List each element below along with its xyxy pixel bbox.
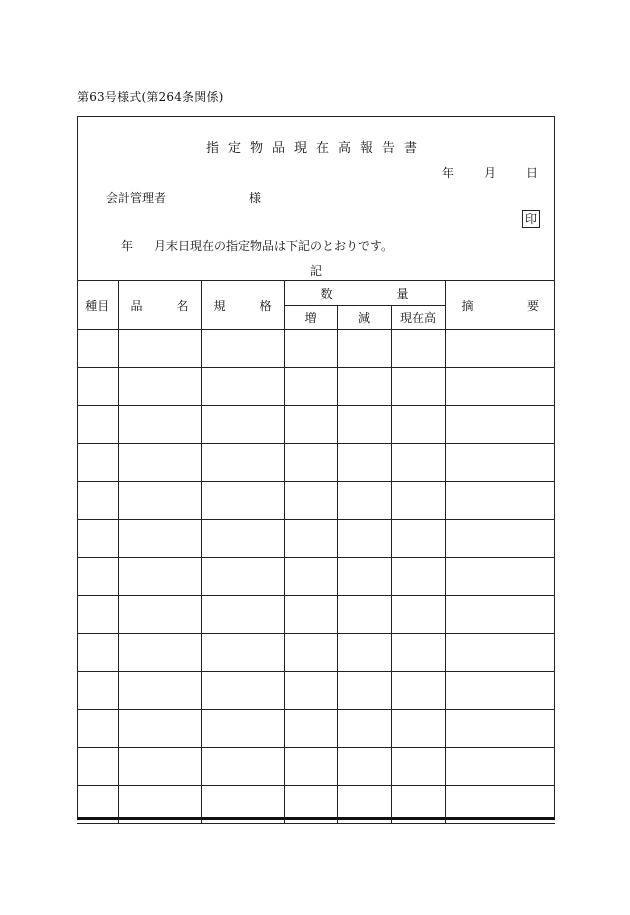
table-cell[interactable] <box>77 482 118 520</box>
header-spec: 規 格 <box>201 281 284 330</box>
table-row <box>77 786 555 824</box>
table-cell[interactable] <box>337 406 391 444</box>
table-cell[interactable] <box>391 406 445 444</box>
table-cell[interactable] <box>391 520 445 558</box>
ki-heading: 記 <box>309 264 322 278</box>
table-cell[interactable] <box>391 368 445 406</box>
table-cell[interactable] <box>445 710 555 748</box>
table-cell[interactable] <box>118 406 201 444</box>
table-cell[interactable] <box>284 710 337 748</box>
table-cell[interactable] <box>445 786 555 824</box>
table-cell[interactable] <box>337 634 391 672</box>
table-cell[interactable] <box>445 330 555 368</box>
table-cell[interactable] <box>391 786 445 824</box>
table-cell[interactable] <box>284 368 337 406</box>
header-increase: 増 <box>284 306 337 330</box>
table-row <box>77 710 555 748</box>
table-cell[interactable] <box>391 710 445 748</box>
report-form <box>77 116 555 820</box>
table-cell[interactable] <box>284 558 337 596</box>
table-cell[interactable] <box>77 710 118 748</box>
table-cell[interactable] <box>118 368 201 406</box>
table-cell[interactable] <box>118 520 201 558</box>
table-cell[interactable] <box>77 596 118 634</box>
date-line <box>412 164 538 181</box>
table-cell[interactable] <box>445 406 555 444</box>
table-cell[interactable] <box>445 444 555 482</box>
table-cell[interactable] <box>77 520 118 558</box>
table-cell[interactable] <box>201 748 284 786</box>
table-cell[interactable] <box>118 558 201 596</box>
date-year-label: 年 <box>441 166 454 180</box>
table-cell[interactable] <box>77 444 118 482</box>
table-row <box>77 596 555 634</box>
header-remarks: 摘 要 <box>445 281 555 330</box>
table-cell[interactable] <box>391 330 445 368</box>
table-cell[interactable] <box>77 634 118 672</box>
table-cell[interactable] <box>337 710 391 748</box>
table-cell[interactable] <box>284 482 337 520</box>
table-cell[interactable] <box>118 710 201 748</box>
table-cell[interactable] <box>391 482 445 520</box>
table-cell[interactable] <box>391 748 445 786</box>
table-cell[interactable] <box>118 672 201 710</box>
table-cell[interactable] <box>445 520 555 558</box>
table-cell[interactable] <box>337 368 391 406</box>
table-cell[interactable] <box>391 672 445 710</box>
table-row <box>77 482 555 520</box>
table-cell[interactable] <box>337 482 391 520</box>
header-quantity: 数 量 <box>284 281 445 306</box>
table-cell[interactable] <box>445 672 555 710</box>
table-cell[interactable] <box>337 444 391 482</box>
table-cell[interactable] <box>77 672 118 710</box>
table-cell[interactable] <box>77 558 118 596</box>
table-row <box>77 748 555 786</box>
table-cell[interactable] <box>77 330 118 368</box>
table-cell[interactable] <box>337 596 391 634</box>
honorific: 様 <box>249 191 262 205</box>
table-cell[interactable] <box>201 330 284 368</box>
table-cell[interactable] <box>201 558 284 596</box>
table-cell[interactable] <box>337 558 391 596</box>
header-type: 種目 <box>77 281 118 330</box>
table-cell[interactable] <box>118 444 201 482</box>
table-cell[interactable] <box>337 672 391 710</box>
table-cell[interactable] <box>391 634 445 672</box>
table-row <box>77 444 555 482</box>
table-cell[interactable] <box>201 672 284 710</box>
date-day-label: 日 <box>525 166 538 180</box>
table-cell[interactable] <box>77 368 118 406</box>
table-cell[interactable] <box>201 444 284 482</box>
table-row <box>77 520 555 558</box>
header-decrease: 減 <box>337 306 391 330</box>
table-cell[interactable] <box>77 786 118 824</box>
table-cell[interactable] <box>445 558 555 596</box>
table-cell[interactable] <box>284 520 337 558</box>
table-row <box>77 558 555 596</box>
table-cell[interactable] <box>201 786 284 824</box>
table-row <box>77 330 555 368</box>
table-cell[interactable] <box>118 634 201 672</box>
table-row <box>77 672 555 710</box>
table-cell[interactable] <box>284 786 337 824</box>
table-row <box>77 634 555 672</box>
table-cell[interactable] <box>118 330 201 368</box>
statement-year-label: 年 <box>121 239 134 253</box>
table-cell[interactable] <box>201 368 284 406</box>
form-number: 第63号様式(第264条関係) <box>77 90 224 104</box>
table-cell[interactable] <box>391 596 445 634</box>
table-cell[interactable] <box>201 596 284 634</box>
table-row <box>77 368 555 406</box>
header-name: 品 名 <box>118 281 201 330</box>
table-cell[interactable] <box>201 406 284 444</box>
table-cell[interactable] <box>445 482 555 520</box>
table-cell[interactable] <box>77 406 118 444</box>
table-row <box>77 406 555 444</box>
table-cell[interactable] <box>337 330 391 368</box>
table-cell[interactable] <box>445 634 555 672</box>
table-cell[interactable] <box>284 596 337 634</box>
table-cell[interactable] <box>391 558 445 596</box>
table-body <box>77 330 555 824</box>
table-cell[interactable] <box>445 596 555 634</box>
statement <box>121 237 393 254</box>
table-cell[interactable] <box>201 634 284 672</box>
table-cell[interactable] <box>337 748 391 786</box>
items-table <box>77 280 555 824</box>
table-cell[interactable] <box>118 482 201 520</box>
table-cell[interactable] <box>284 406 337 444</box>
table-cell[interactable] <box>201 520 284 558</box>
table-cell[interactable] <box>284 748 337 786</box>
table-cell[interactable] <box>284 634 337 672</box>
table-cell[interactable] <box>337 786 391 824</box>
table-cell[interactable] <box>77 748 118 786</box>
header-current: 現在高 <box>391 306 445 330</box>
seal-stamp-box: 印 <box>522 210 540 228</box>
table-cell[interactable] <box>337 520 391 558</box>
table-cell[interactable] <box>284 330 337 368</box>
table-cell[interactable] <box>118 596 201 634</box>
date-month-label: 月 <box>483 166 496 180</box>
table-cell[interactable] <box>118 748 201 786</box>
statement-text: 月末日現在の指定物品は下記のとおりです。 <box>154 239 394 253</box>
table-cell[interactable] <box>284 444 337 482</box>
table-cell[interactable] <box>284 672 337 710</box>
table-cell[interactable] <box>201 710 284 748</box>
addressee: 会計管理者 <box>106 191 167 205</box>
page-title: 指定物品現在高報告書 <box>205 141 426 156</box>
table-cell[interactable] <box>201 482 284 520</box>
table-cell[interactable] <box>445 748 555 786</box>
table-cell[interactable] <box>445 368 555 406</box>
table-cell[interactable] <box>118 786 201 824</box>
table-cell[interactable] <box>391 444 445 482</box>
